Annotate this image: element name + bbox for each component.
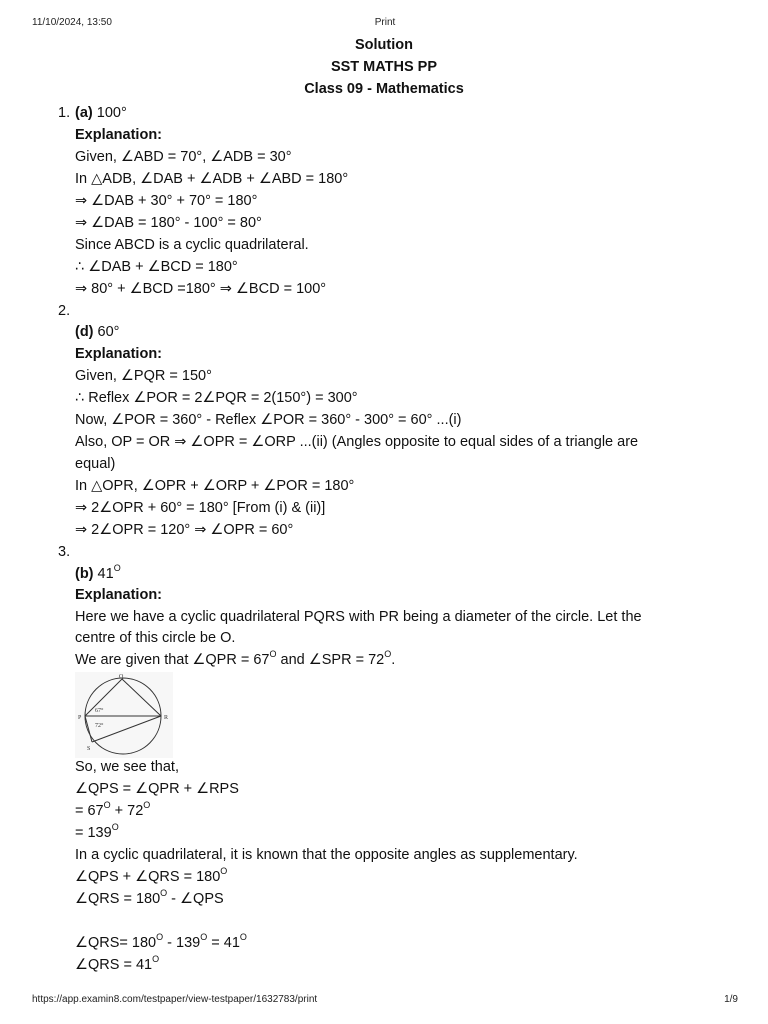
degree-mark: O [220,866,228,877]
explanation-line: ∠QRS = $41^O$ [75,954,160,973]
explanation-line: ⇒ 2∠OPR + 60° = 180° [From (i) & (ii)] [75,500,326,516]
explanation-line: ⇒ 2∠OPR = 120° ⇒ ∠OPR = 60° [75,522,294,538]
explanation-line: In a cyclic quadrilateral, it is known that the opposite angles as supplementary. [75,847,578,863]
explanation-line: ⇒ ∠DAB = 180° - 100° = 80° [75,215,262,231]
explanation-line: = $67^O + 72^O$ [75,800,151,819]
label-r: R [164,715,169,721]
explanation-line: equal) [75,456,116,472]
explanation-heading: Explanation: [75,346,163,362]
degree-mark: O [113,563,121,574]
explanation-line: Given, ∠ABD = 70°, ∠ADB = 30° [75,149,292,165]
answer-option: (b) [75,566,94,582]
answer-line [75,103,127,123]
explanation-line: ∠QRS= $180^O - 139^O = 41^O$ [75,932,247,951]
explanation-line: Also, OP = OR ⇒ ∠OPR = ∠ORP ...(ii) (Angles opposite to equal sides of a triangle are [75,434,639,450]
degree-mark: O [111,822,119,833]
explanation-heading: Explanation: [75,587,163,603]
degree-mark: O [269,649,277,660]
cyclic-quadrilateral-figure [75,672,173,758]
explanation-line: So, we see that, [75,759,179,775]
explanation-line: Here we have a cyclic quadrilateral PQRS with PR being a diameter of the circle. Let the [75,609,642,625]
answer-line [75,322,119,342]
class-title: Class 09 - Mathematics [304,81,464,97]
degree-mark: O [143,800,151,811]
explanation-line: ⇒ ∠DAB + 30° + 70° = 180° [75,193,258,209]
explanation-line: Given, ∠PQR = 150° [75,368,212,384]
question-number: 2. [58,303,71,319]
explanation-line: centre of this circle be O. [75,630,236,646]
degree-mark: O [384,649,392,660]
label-s: S [87,746,91,752]
answer-value: 41 [97,566,114,582]
print-datetime: 11/10/2024, 13:50 [32,17,112,28]
explanation-line: ⇒ 80° + ∠BCD =180° ⇒ ∠BCD = 100° [75,281,327,297]
degree-mark: O [239,932,247,943]
explanation-line: = $139^O$ [75,822,119,841]
print-title: Print [374,17,396,28]
answer-line [75,564,121,584]
explanation-line: ∴ Reflex ∠POR = 2∠PQR = 2(150°) = 300° [75,390,358,406]
degree-mark: O [160,888,168,899]
explanation-line: Now, ∠POR = 360° - Reflex ∠POR = 360° - 300° = 60° ...(i) [75,412,462,428]
solution-title: Solution [355,37,413,53]
explanation-line: In △ADB, ∠DAB + ∠ADB + ∠ABD = 180° [75,171,349,187]
answer-option: (d) [75,324,94,340]
explanation-line: In △OPR, ∠OPR + ∠ORP + ∠POR = 180° [75,478,355,494]
explanation-line: ∴ ∠DAB + ∠BCD = 180° [75,259,238,275]
question-number: 3. [58,544,71,560]
label-angle-spr: 72° [95,723,104,729]
degree-mark: O [156,932,164,943]
explanation-line: ∠QRS = $180^O$ - ∠QPS [75,888,224,907]
print-footer [32,994,738,1008]
print-header [32,17,738,31]
label-angle-qpr: 67° [95,708,104,714]
degree-mark: O [152,954,160,965]
page-url: https://app.examin8.com/testpaper/view-testpaper/1632783/print [32,994,318,1005]
answer-value: 100° [96,105,127,121]
paper-title: SST MATHS PP [330,59,438,75]
degree-mark: O [103,800,111,811]
answer-value: 60° [97,324,120,340]
explanation-line: We are given that ∠QPR = $67^O$ and ∠SPR = $72^O$. [75,649,396,668]
explanation-line: Since ABCD is a cyclic quadrilateral. [75,237,309,253]
explanation-line: ∠QPS + ∠QRS = $180^O$ [75,866,228,885]
degree-mark: O [200,932,208,943]
answer-option: (a) [75,105,93,121]
question-number: 1. [58,105,71,121]
document-titles [0,34,768,100]
explanation-heading: Explanation: [75,127,163,143]
explanation-line: ∠QPS = ∠QPR + ∠RPS [75,781,239,797]
page-number: 1/9 [724,994,738,1005]
label-q: Q [119,674,124,680]
label-p: P [78,715,82,721]
